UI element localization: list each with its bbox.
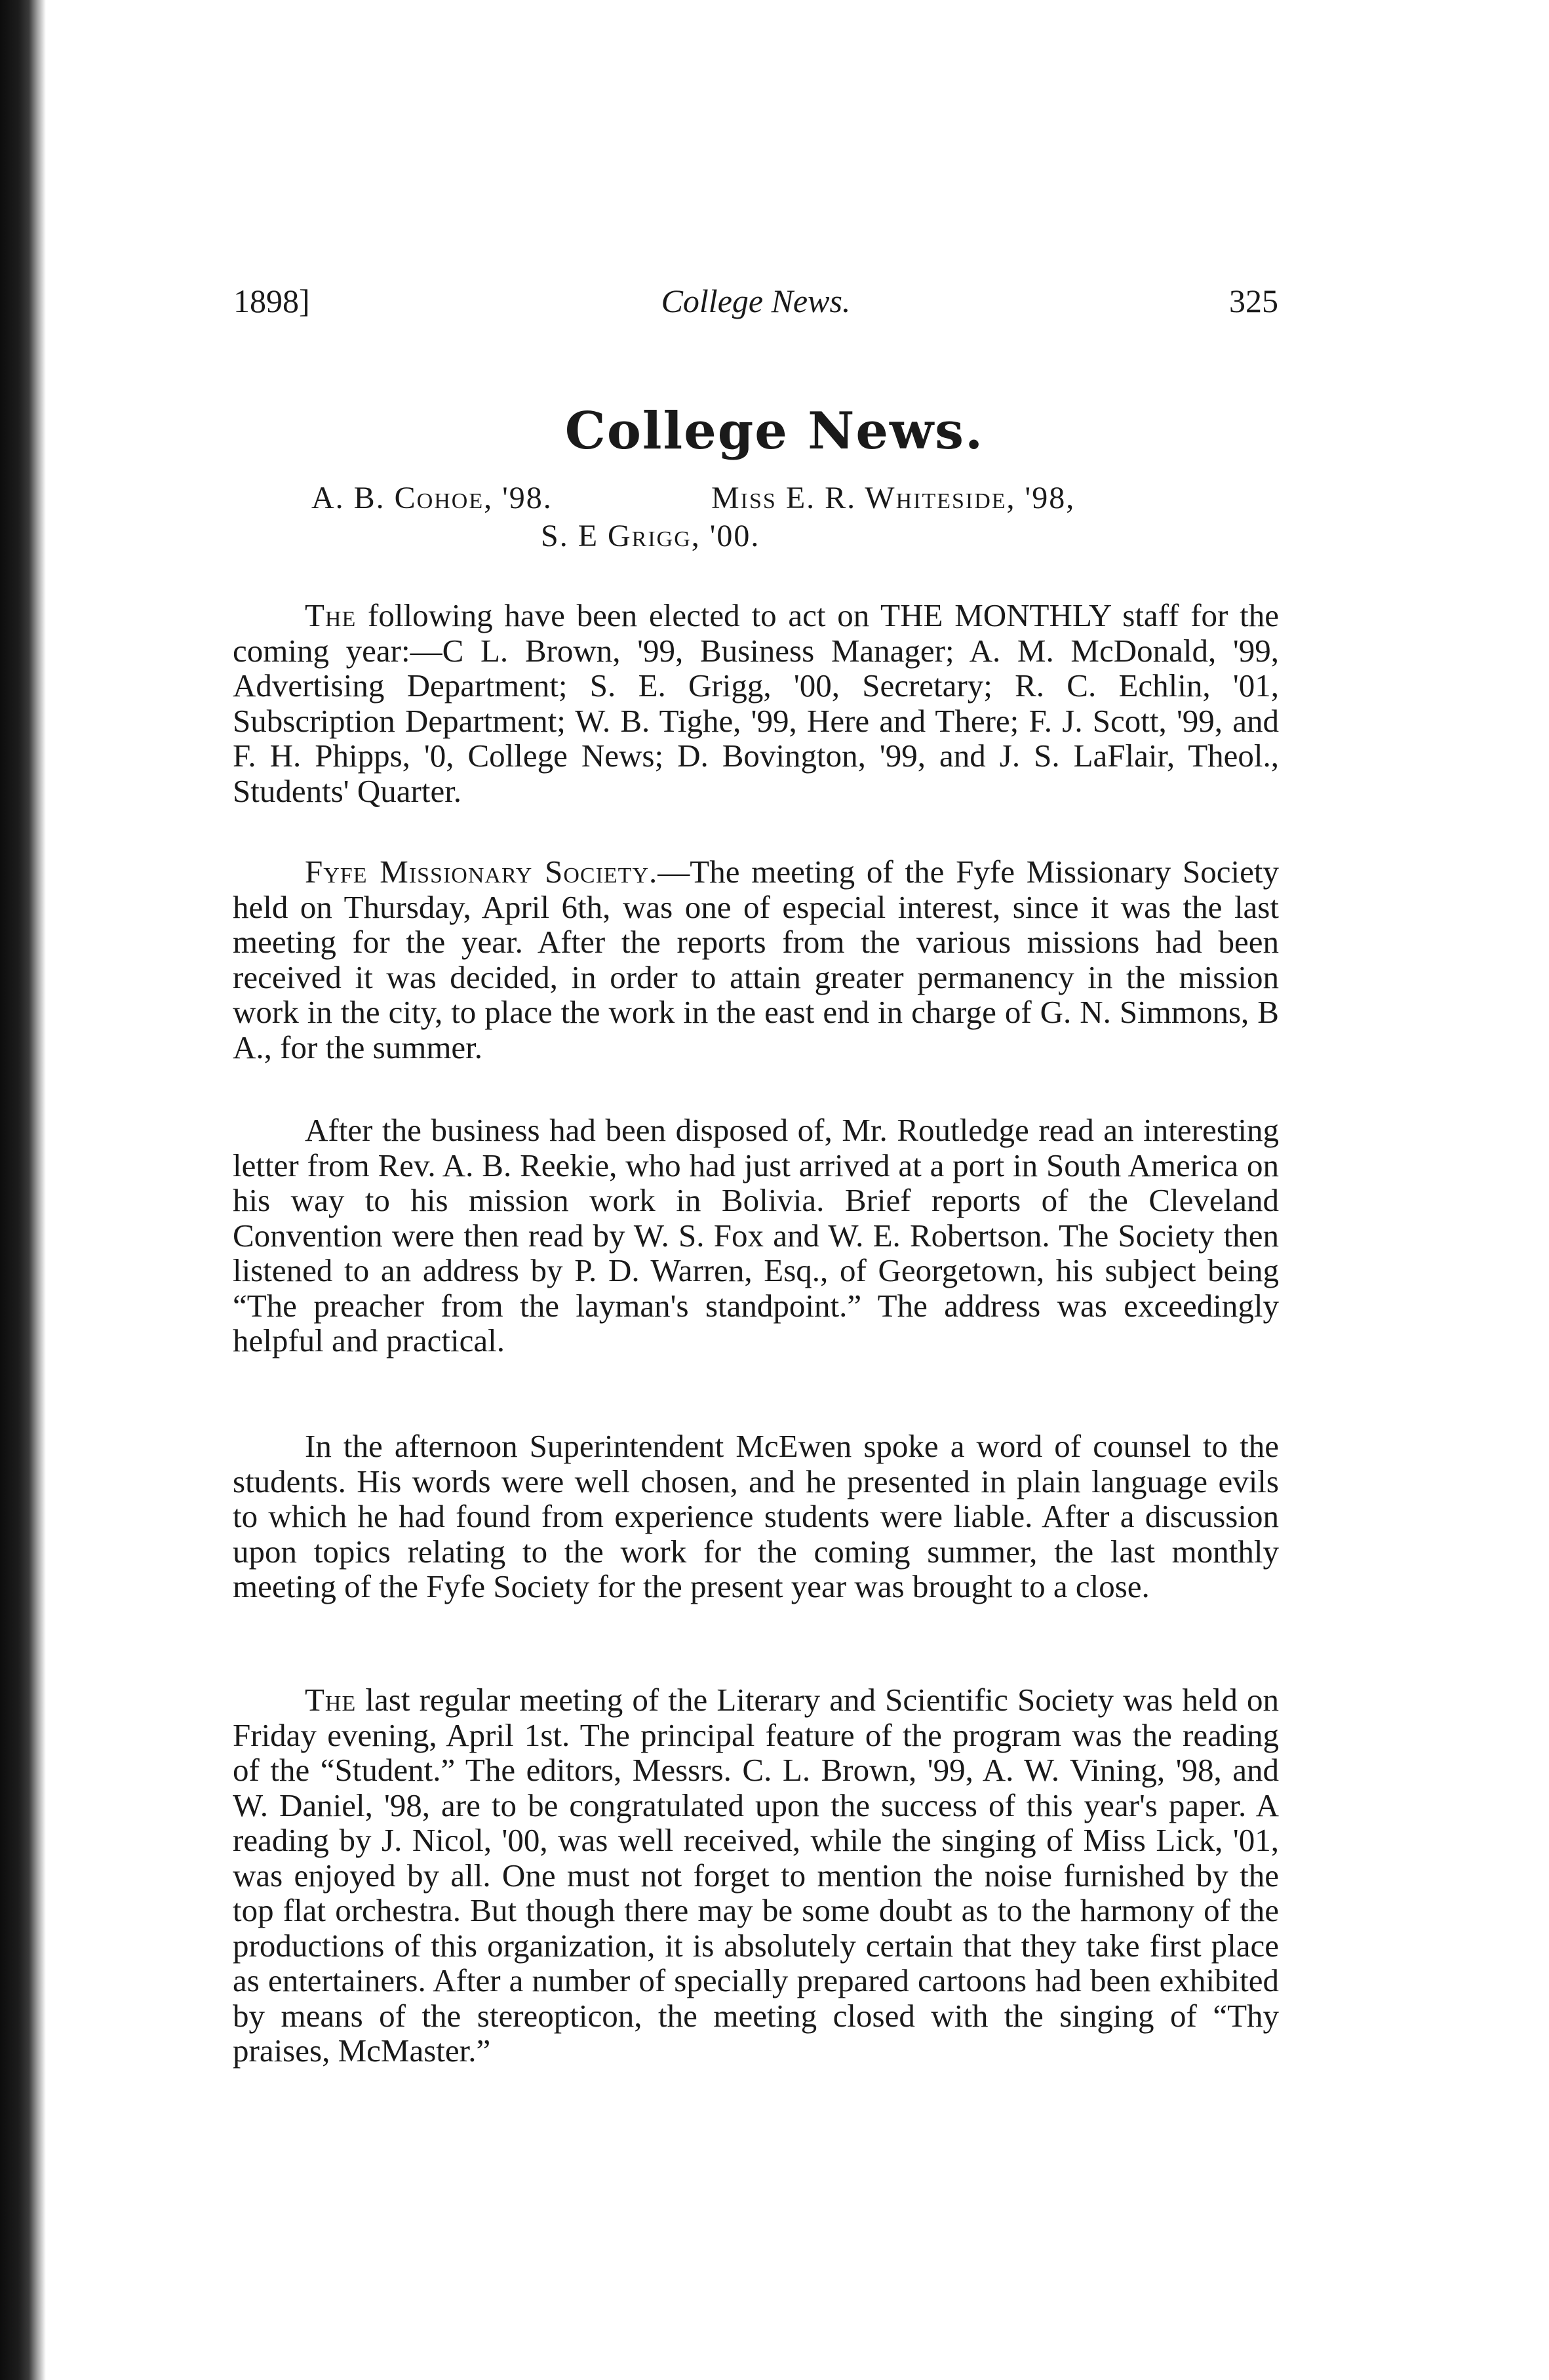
section-heading: College News.	[564, 401, 985, 461]
paragraph-text: After the business had been disposed of, Mr. Routledge read an interesting letter from Rev. A. B. Reekie, who had just arrived at a port in South America on his way to his mission work in Bolivia. Brief reports of the Cleveland Convention were then read by W. S. Fox and W. E. Robertson. The Society then listened to an address by P. D. Warren, Esq., of Georgetown, his subject being “The preacher from the layman's standpoint.” The address was exceedingly helpful and practical.	[233, 1112, 1279, 1359]
running-head-year: 1898]	[233, 283, 310, 319]
paragraph-business	[233, 1113, 1279, 1359]
scanned-binding-edge	[0, 0, 46, 2380]
paragraph-fyfe-missionary	[233, 854, 1279, 1065]
running-head	[233, 282, 1278, 328]
paragraph-literary-society	[233, 1682, 1279, 2069]
paragraph-afternoon	[233, 1429, 1279, 1604]
paragraph-staff-elections	[233, 598, 1279, 808]
editor-second: Miss E. R. Whiteside, '98,	[711, 481, 1076, 515]
page-number: 325	[1229, 283, 1278, 319]
paragraph-text: —The meeting of the Fyfe Missionary Society held on Thursday, April 6th, was one of especial interest, since it was the last meeting for the year. After the reports from the various missions had been received it was decided, in order to attain greater permanency in the mission work in the city, to place the work in the east end in charge of G. N. Simmons, B A., for the summer.	[233, 854, 1279, 1065]
editor-third: S. E Grigg, '00.	[541, 519, 760, 553]
paragraph-text: In the afternoon Superintendent McEwen spoke a word of counsel to the students. His words were well chosen, and he presented in plain language evils to which he had found from experience students were liable. After a discussion upon topics relating to the work for the coming summer, the last monthly meeting of the Fyfe Society for the present year was brought to a close.	[233, 1428, 1279, 1604]
editor-first: A. B. Cohoe, '98.	[311, 481, 553, 515]
paragraph-lead: The	[305, 597, 357, 633]
running-head-title: College News.	[661, 283, 851, 319]
paragraph-lead: Fyfe Missionary Society.	[305, 854, 658, 890]
paragraph-lead: The	[305, 1682, 357, 1718]
paragraph-text: following have been elected to act on THE MONTHLY staff for the coming year:—C L. Brown, '99, Business Manager; A. M. McDonald, '99, Advertising Department; S. E. Grigg, '00, Secretary; R. C. Echlin, '01, Subscription Department; W. B. Tighe, '99, Here and There; F. J. Scott, '99, and F. H. Phipps, '0, College News; D. Bovington, '99, and J. S. LaFlair, Theol., Students' Quarter.	[233, 597, 1279, 809]
paragraph-text: last regular meeting of the Literary and Scientific Society was held on Friday evening, April 1st. The principal feature of the program was the reading of the “Student.” The editors, Messrs. C. L. Brown, '99, A. W. Vining, '98, and W. Daniel, '98, are to be congratulated upon the success of this year's paper. A reading by J. Nicol, '00, was well received, while the singing of Miss Lick, '01, was enjoyed by all. One must not forget to mention the noise furnished by the top flat orchestra. But though there may be some doubt as to the harmony of the productions of this organization, it is absolutely certain that they take first place as entertainers. After a number of specially prepared cartoons had been exhibited by means of the stereopticon, the meeting closed with the singing of “Thy praises, McMaster.”	[233, 1682, 1279, 2069]
